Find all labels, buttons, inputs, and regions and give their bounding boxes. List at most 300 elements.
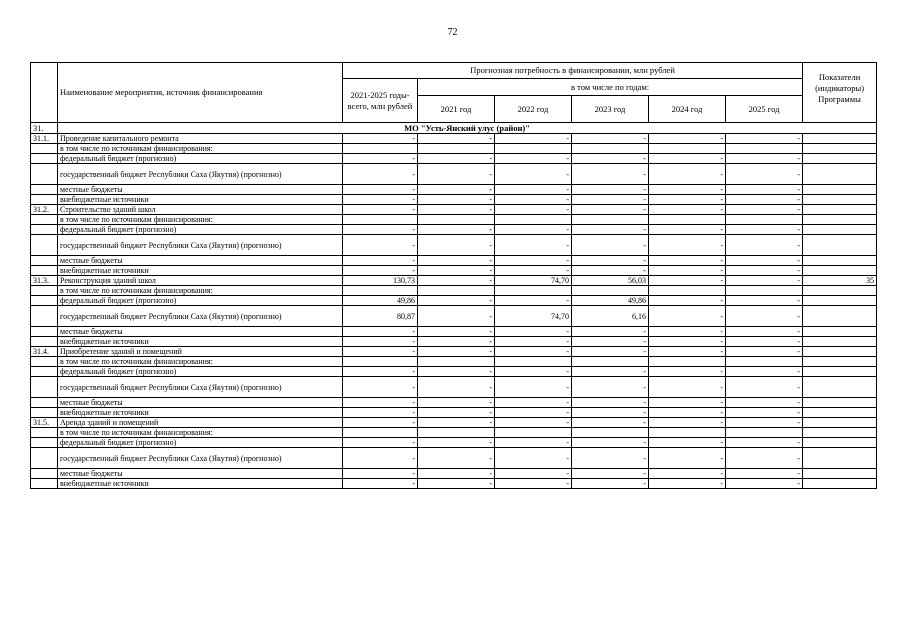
value-cell: -	[649, 479, 726, 489]
source-label: внебюджетные источники	[58, 337, 343, 347]
value-cell: -	[343, 398, 418, 408]
empty-cell	[31, 479, 58, 489]
value-cell: -	[495, 398, 572, 408]
empty-cell	[803, 225, 877, 235]
empty-cell	[803, 337, 877, 347]
extrabudget-row	[31, 479, 877, 489]
value-cell: -	[726, 418, 803, 428]
value-cell: 49,86	[343, 296, 418, 306]
value-cell: -	[418, 306, 495, 327]
value-cell: -	[343, 134, 418, 144]
value-cell: -	[572, 185, 649, 195]
empty-cell	[343, 286, 418, 296]
header-year-2025: 2025 год	[726, 96, 803, 123]
value-cell: -	[418, 154, 495, 164]
value-cell: -	[726, 205, 803, 215]
empty-cell	[803, 144, 877, 154]
value-cell: -	[418, 347, 495, 357]
value-cell: -	[495, 347, 572, 357]
measure-title: Аренда зданий и помещений	[58, 418, 343, 428]
value-cell: -	[649, 438, 726, 448]
empty-cell	[495, 144, 572, 154]
value-cell: -	[572, 337, 649, 347]
value-cell: -	[343, 164, 418, 185]
source-label: государственный бюджет Республики Саха (Якутия) (прогнозно)	[58, 377, 343, 398]
value-cell: -	[418, 296, 495, 306]
value-cell: -	[649, 448, 726, 469]
source-label: государственный бюджет Республики Саха (Якутия) (прогнозно)	[58, 306, 343, 327]
sources-label: в том числе по источникам финансирования:	[58, 144, 343, 154]
value-cell: -	[649, 164, 726, 185]
header-number-cell	[31, 63, 58, 123]
empty-cell	[803, 195, 877, 205]
empty-cell	[572, 357, 649, 367]
value-cell: -	[572, 418, 649, 428]
source-label: федеральный бюджет (прогнозно)	[58, 367, 343, 377]
value-cell: -	[418, 235, 495, 256]
value-cell: -	[418, 479, 495, 489]
value-cell: -	[495, 448, 572, 469]
source-label: местные бюджеты	[58, 256, 343, 266]
source-label: государственный бюджет Республики Саха (Якутия) (прогнозно)	[58, 448, 343, 469]
empty-cell	[803, 296, 877, 306]
indicator-cell	[803, 418, 877, 428]
empty-cell	[572, 144, 649, 154]
empty-cell	[803, 469, 877, 479]
sources-label: в том числе по источникам финансирования:	[58, 286, 343, 296]
value-cell: -	[726, 134, 803, 144]
measure-row	[31, 134, 877, 144]
section-title: МО "Усть-Янский улус (район)"	[58, 123, 877, 134]
value-cell: -	[649, 266, 726, 276]
value-cell: -	[649, 398, 726, 408]
value-cell: -	[572, 398, 649, 408]
value-cell: -	[418, 418, 495, 428]
empty-cell	[803, 377, 877, 398]
empty-cell	[726, 357, 803, 367]
value-cell: -	[343, 256, 418, 266]
indicator-cell	[803, 134, 877, 144]
header-total-cell: 2021-2025 годы- всего, млн рублей	[343, 79, 418, 123]
value-cell: -	[572, 154, 649, 164]
empty-cell	[495, 357, 572, 367]
extrabudget-row	[31, 195, 877, 205]
value-cell: -	[726, 398, 803, 408]
value-cell: -	[495, 266, 572, 276]
empty-cell	[343, 428, 418, 438]
measure-number: 31.2.	[31, 205, 58, 215]
value-cell: -	[495, 235, 572, 256]
local-budget-row	[31, 469, 877, 479]
empty-cell	[726, 215, 803, 225]
empty-cell	[803, 286, 877, 296]
value-cell: -	[343, 438, 418, 448]
empty-cell	[495, 286, 572, 296]
source-label: федеральный бюджет (прогнозно)	[58, 296, 343, 306]
value-cell: -	[343, 408, 418, 418]
state-budget-row	[31, 448, 877, 469]
sources-label: в том числе по источникам финансирования:	[58, 428, 343, 438]
value-cell: -	[726, 276, 803, 286]
extrabudget-row	[31, 408, 877, 418]
value-cell: -	[343, 235, 418, 256]
empty-cell	[803, 256, 877, 266]
empty-cell	[803, 357, 877, 367]
empty-cell	[31, 377, 58, 398]
table-body	[31, 123, 877, 489]
empty-cell	[649, 215, 726, 225]
source-label: федеральный бюджет (прогнозно)	[58, 438, 343, 448]
measure-title: Реконструкция зданий школ	[58, 276, 343, 286]
source-label: внебюджетные источники	[58, 195, 343, 205]
empty-cell	[31, 215, 58, 225]
value-cell: -	[418, 205, 495, 215]
measure-number: 31.1.	[31, 134, 58, 144]
value-cell: -	[726, 164, 803, 185]
value-cell: -	[572, 448, 649, 469]
source-label: местные бюджеты	[58, 185, 343, 195]
value-cell: -	[418, 438, 495, 448]
empty-cell	[31, 398, 58, 408]
value-cell: -	[418, 225, 495, 235]
empty-cell	[31, 337, 58, 347]
value-cell: -	[649, 235, 726, 256]
value-cell: -	[572, 225, 649, 235]
value-cell: -	[418, 367, 495, 377]
empty-cell	[31, 327, 58, 337]
value-cell: -	[726, 296, 803, 306]
value-cell: -	[726, 195, 803, 205]
measure-number: 31.3.	[31, 276, 58, 286]
empty-cell	[31, 195, 58, 205]
value-cell: -	[649, 296, 726, 306]
empty-cell	[343, 357, 418, 367]
empty-cell	[649, 286, 726, 296]
empty-cell	[31, 144, 58, 154]
value-cell: -	[649, 154, 726, 164]
section-number: 31.	[31, 123, 58, 134]
value-cell: -	[343, 154, 418, 164]
sources-label: в том числе по источникам финансирования:	[58, 357, 343, 367]
empty-cell	[31, 164, 58, 185]
federal-budget-row	[31, 296, 877, 306]
state-budget-row	[31, 235, 877, 256]
empty-cell	[31, 469, 58, 479]
value-cell: 56,03	[572, 276, 649, 286]
value-cell: -	[726, 337, 803, 347]
value-cell: -	[343, 469, 418, 479]
value-cell: -	[495, 367, 572, 377]
empty-cell	[803, 215, 877, 225]
empty-cell	[31, 256, 58, 266]
value-cell: -	[649, 306, 726, 327]
local-budget-row	[31, 185, 877, 195]
value-cell: -	[343, 367, 418, 377]
federal-budget-row	[31, 438, 877, 448]
empty-cell	[572, 215, 649, 225]
value-cell: -	[418, 377, 495, 398]
empty-cell	[343, 215, 418, 225]
empty-cell	[418, 357, 495, 367]
federal-budget-row	[31, 225, 877, 235]
value-cell: -	[649, 205, 726, 215]
empty-cell	[31, 357, 58, 367]
value-cell: -	[649, 225, 726, 235]
header-name-cell: Наименование мероприятия, источник финансирования	[58, 63, 343, 123]
local-budget-row	[31, 327, 877, 337]
empty-cell	[649, 357, 726, 367]
sources-label-row	[31, 428, 877, 438]
value-cell: 80,87	[343, 306, 418, 327]
empty-cell	[803, 398, 877, 408]
empty-cell	[418, 215, 495, 225]
empty-cell	[649, 428, 726, 438]
empty-cell	[495, 215, 572, 225]
empty-cell	[803, 367, 877, 377]
value-cell: -	[572, 235, 649, 256]
header-year-2021: 2021 год	[418, 96, 495, 123]
empty-cell	[803, 448, 877, 469]
empty-cell	[803, 438, 877, 448]
measure-number: 31.5.	[31, 418, 58, 428]
empty-cell	[495, 428, 572, 438]
value-cell: -	[343, 185, 418, 195]
value-cell: -	[418, 408, 495, 418]
value-cell: -	[418, 276, 495, 286]
value-cell: -	[649, 418, 726, 428]
value-cell: -	[726, 306, 803, 327]
source-label: внебюджетные источники	[58, 408, 343, 418]
value-cell: -	[572, 164, 649, 185]
value-cell: 74,70	[495, 276, 572, 286]
value-cell: -	[495, 256, 572, 266]
empty-cell	[803, 327, 877, 337]
value-cell: -	[649, 185, 726, 195]
value-cell: -	[418, 469, 495, 479]
measure-row	[31, 205, 877, 215]
source-label: местные бюджеты	[58, 327, 343, 337]
measure-title: Проведение капитального ремонта	[58, 134, 343, 144]
value-cell: -	[343, 347, 418, 357]
value-cell: -	[649, 367, 726, 377]
sources-label: в том числе по источникам финансирования:	[58, 215, 343, 225]
value-cell: -	[572, 327, 649, 337]
empty-cell	[803, 479, 877, 489]
header-indicators-cell: Показатели (индикаторы) Программы	[803, 63, 877, 123]
source-label: государственный бюджет Республики Саха (Якутия) (прогнозно)	[58, 164, 343, 185]
empty-cell	[31, 306, 58, 327]
federal-budget-row	[31, 367, 877, 377]
value-cell: -	[649, 327, 726, 337]
value-cell: -	[572, 134, 649, 144]
value-cell: -	[572, 205, 649, 215]
value-cell: -	[726, 408, 803, 418]
value-cell: -	[726, 469, 803, 479]
sources-label-row	[31, 286, 877, 296]
value-cell: -	[495, 377, 572, 398]
value-cell: -	[343, 327, 418, 337]
header-year-2024: 2024 год	[649, 96, 726, 123]
value-cell: -	[495, 164, 572, 185]
source-label: внебюджетные источники	[58, 266, 343, 276]
value-cell: -	[418, 337, 495, 347]
empty-cell	[726, 144, 803, 154]
value-cell: -	[726, 347, 803, 357]
source-label: внебюджетные источники	[58, 479, 343, 489]
value-cell: -	[495, 408, 572, 418]
value-cell: -	[649, 408, 726, 418]
value-cell: -	[418, 266, 495, 276]
value-cell: -	[495, 479, 572, 489]
measure-title: Приобретение зданий и помещений	[58, 347, 343, 357]
value-cell: -	[495, 337, 572, 347]
empty-cell	[31, 266, 58, 276]
source-label: местные бюджеты	[58, 398, 343, 408]
value-cell: -	[726, 185, 803, 195]
value-cell: -	[343, 205, 418, 215]
value-cell: -	[572, 377, 649, 398]
value-cell: -	[726, 235, 803, 256]
empty-cell	[803, 428, 877, 438]
value-cell: 130,73	[343, 276, 418, 286]
value-cell: -	[418, 327, 495, 337]
page-number: 72	[447, 27, 458, 38]
extrabudget-row	[31, 337, 877, 347]
empty-cell	[803, 306, 877, 327]
empty-cell	[418, 286, 495, 296]
value-cell: -	[726, 154, 803, 164]
value-cell: -	[572, 438, 649, 448]
value-cell: 49,86	[572, 296, 649, 306]
measure-row	[31, 347, 877, 357]
sources-label-row	[31, 215, 877, 225]
value-cell: -	[726, 479, 803, 489]
value-cell: -	[572, 367, 649, 377]
empty-cell	[31, 225, 58, 235]
financing-table	[30, 62, 877, 489]
value-cell: -	[726, 377, 803, 398]
value-cell: -	[572, 347, 649, 357]
value-cell: -	[649, 377, 726, 398]
value-cell: -	[418, 185, 495, 195]
value-cell: 6,16	[572, 306, 649, 327]
sources-label-row	[31, 144, 877, 154]
local-budget-row	[31, 398, 877, 408]
empty-cell	[343, 144, 418, 154]
empty-cell	[726, 286, 803, 296]
value-cell: -	[572, 408, 649, 418]
indicator-cell	[803, 347, 877, 357]
value-cell: -	[726, 438, 803, 448]
empty-cell	[803, 185, 877, 195]
value-cell: -	[418, 448, 495, 469]
value-cell: -	[343, 418, 418, 428]
value-cell: -	[572, 479, 649, 489]
value-cell: -	[572, 266, 649, 276]
value-cell: -	[649, 276, 726, 286]
source-label: федеральный бюджет (прогнозно)	[58, 154, 343, 164]
value-cell: -	[649, 337, 726, 347]
value-cell: -	[495, 205, 572, 215]
header-year-2023: 2023 год	[572, 96, 649, 123]
value-cell: -	[726, 448, 803, 469]
source-label: государственный бюджет Республики Саха (Якутия) (прогнозно)	[58, 235, 343, 256]
value-cell: -	[343, 377, 418, 398]
value-cell: -	[343, 266, 418, 276]
indicator-cell	[803, 205, 877, 215]
empty-cell	[418, 428, 495, 438]
value-cell: -	[418, 256, 495, 266]
value-cell: -	[418, 195, 495, 205]
empty-cell	[726, 428, 803, 438]
value-cell: -	[495, 418, 572, 428]
empty-cell	[803, 266, 877, 276]
value-cell: -	[343, 337, 418, 347]
empty-cell	[31, 438, 58, 448]
empty-cell	[31, 296, 58, 306]
source-label: местные бюджеты	[58, 469, 343, 479]
state-budget-row	[31, 164, 877, 185]
empty-cell	[803, 408, 877, 418]
value-cell: -	[726, 327, 803, 337]
empty-cell	[31, 408, 58, 418]
value-cell: -	[726, 367, 803, 377]
value-cell: -	[495, 327, 572, 337]
empty-cell	[31, 286, 58, 296]
value-cell: -	[495, 134, 572, 144]
value-cell: -	[495, 225, 572, 235]
empty-cell	[572, 428, 649, 438]
value-cell: -	[495, 438, 572, 448]
empty-cell	[418, 144, 495, 154]
empty-cell	[572, 286, 649, 296]
empty-cell	[649, 144, 726, 154]
section-row	[31, 123, 877, 134]
extrabudget-row	[31, 266, 877, 276]
empty-cell	[31, 448, 58, 469]
empty-cell	[31, 154, 58, 164]
value-cell: -	[495, 185, 572, 195]
empty-cell	[803, 235, 877, 256]
value-cell: -	[495, 154, 572, 164]
value-cell: -	[649, 134, 726, 144]
value-cell: -	[418, 134, 495, 144]
measure-number: 31.4.	[31, 347, 58, 357]
measure-row	[31, 276, 877, 286]
value-cell: -	[726, 266, 803, 276]
value-cell: -	[343, 195, 418, 205]
federal-budget-row	[31, 154, 877, 164]
value-cell: -	[495, 469, 572, 479]
state-budget-row	[31, 377, 877, 398]
value-cell: -	[418, 398, 495, 408]
state-budget-row	[31, 306, 877, 327]
header-by-years-cell: в том числе по годам:	[418, 79, 803, 96]
empty-cell	[31, 235, 58, 256]
value-cell: -	[572, 469, 649, 479]
value-cell: -	[649, 469, 726, 479]
value-cell: -	[726, 225, 803, 235]
header-forecast-cell: Прогнозная потребность в финансировании, млн рублей	[343, 63, 803, 79]
value-cell: -	[495, 296, 572, 306]
value-cell: -	[343, 479, 418, 489]
value-cell: -	[649, 256, 726, 266]
empty-cell	[803, 164, 877, 185]
sources-label-row	[31, 357, 877, 367]
value-cell: -	[572, 195, 649, 205]
value-cell: -	[495, 195, 572, 205]
indicator-cell: 35	[803, 276, 877, 286]
